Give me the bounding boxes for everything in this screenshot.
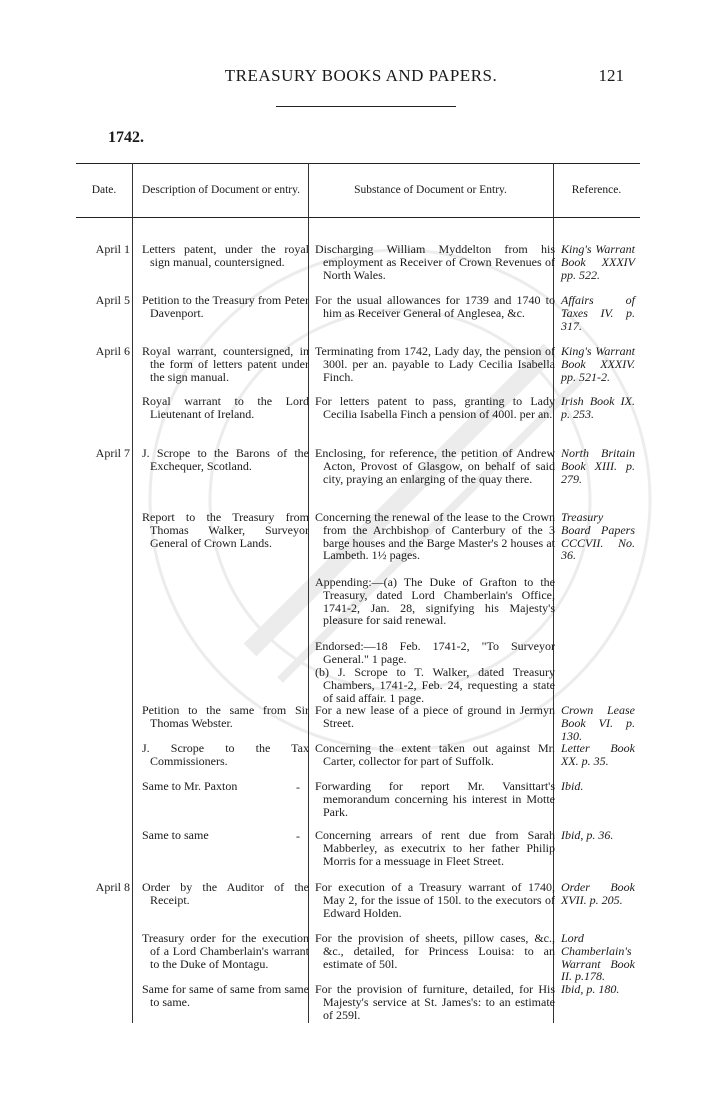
row-reference: Crown Lease Book VI. p. 130. bbox=[561, 703, 635, 743]
table-header-rule bbox=[76, 217, 640, 218]
row-date: April 6 bbox=[95, 344, 130, 358]
row-substance: Forwarding for report Mr. Vansittart's memorandum concerning his interest in Motte Park. bbox=[315, 779, 555, 819]
row-reference: Lord Chamberlain's Warrant Book II. p.178. bbox=[561, 931, 635, 984]
row-description: Same to Mr. Paxton bbox=[142, 779, 238, 793]
page-number: 121 bbox=[598, 66, 624, 85]
header-description: Description of Document or entry. bbox=[142, 183, 300, 196]
row-substance-endorsed: Endorsed:—18 Feb. 1741-2, "To Surveyor General." 1 page. bbox=[315, 639, 555, 666]
header-substance: Substance of Document or Entry. bbox=[354, 183, 507, 196]
row-description: Report to the Treasury from Thomas Walker, Surveyor General of Crown Lands. bbox=[142, 510, 309, 550]
row-reference: King's Warrant Book XXXIV. pp. 521-2. bbox=[561, 344, 635, 384]
row-description: Treasury order for the execution of a Lord Chamberlain's warrant to the Duke of Montagu. bbox=[142, 931, 309, 971]
row-substance: Terminating from 1742, Lady day, the pension of 300l. per an. payable to Lady Cecilia Isabella Finch. bbox=[315, 344, 555, 384]
row-substance: For the usual allowances for 1739 and 1740 to him as Receiver General of Anglesea, &c. bbox=[315, 293, 555, 320]
row-description: Order by the Auditor of the Receipt. bbox=[142, 880, 309, 907]
row-description: Petition to the Treasury from Peter Davenport. bbox=[142, 293, 309, 320]
leader-dash: - bbox=[296, 780, 300, 794]
row-description: Letters patent, under the royal sign manual, countersigned. bbox=[142, 242, 309, 269]
header-reference: Reference. bbox=[571, 183, 622, 196]
row-substance: Enclosing, for reference, the petition of Andrew Acton, Provost of Glasgow, on behalf of said city, praying an enlarging of the quay there. bbox=[315, 446, 555, 486]
row-substance-appending: Appending:—(a) The Duke of Grafton to the Treasury, dated Lord Chamberlain's Office, 1741-2, Jan. 28, signifying his Majesty's pleasure for said renewal. bbox=[315, 575, 555, 628]
row-substance: Concerning arrears of rent due from Sarah Mabberley, as executrix to her father Philip Morris for a messuage in Fleet Street. bbox=[315, 828, 555, 868]
row-date: April 5 bbox=[95, 293, 130, 307]
row-description: J. Scrope to the Barons of the Exchequer, Scotland. bbox=[142, 446, 309, 473]
row-substance: Concerning the renewal of the lease to the Crown from the Archbishop of Canterbury of the 3 barge houses and the Barge Master's 2 houses at Lambeth. 1½ pages. bbox=[315, 510, 555, 563]
row-date: April 8 bbox=[95, 880, 130, 894]
row-reference: Treasury Board Papers CCCVII. No. 36. bbox=[561, 510, 635, 563]
row-reference: Ibid, p. 180. bbox=[561, 982, 620, 996]
row-reference: King's Warrant Book XXXIV pp. 522. bbox=[561, 242, 635, 282]
row-reference: Ibid. bbox=[561, 779, 584, 793]
row-reference: Letter Book XX. p. 35. bbox=[561, 741, 635, 768]
row-date: April 7 bbox=[95, 446, 130, 460]
row-substance: For letters patent to pass, granting to Lady Cecilia Isabella Finch a pension of 400l. per an. bbox=[315, 394, 555, 421]
row-description: Same to same bbox=[142, 828, 209, 842]
row-description: J. Scrope to the Tax Commissioners. bbox=[142, 741, 309, 768]
row-substance: For the provision of furniture, detailed, for His Majesty's service at St. James's: to an estimate of 259l. bbox=[315, 982, 555, 1022]
row-substance: For execution of a Treasury warrant of 1740, May 2, for the issue of 150l. to the executors of Edward Holden. bbox=[315, 880, 555, 920]
row-description: Royal warrant, countersigned, in the form of letters patent under the sign manual. bbox=[142, 344, 309, 384]
title-divider bbox=[276, 106, 456, 107]
row-substance: Discharging William Myddelton from his employment as Receiver of Crown Revenues of North Wales. bbox=[315, 242, 555, 282]
leader-dash: - bbox=[296, 829, 300, 843]
row-reference: Affairs of Taxes IV. p. 317. bbox=[561, 293, 635, 333]
column-divider bbox=[132, 163, 133, 1023]
row-substance-b: (b) J. Scrope to T. Walker, dated Treasury Chambers, 1741-2, Feb. 24, requesting a state of said affair. 1 page. bbox=[315, 665, 555, 705]
row-substance: Concerning the extent taken out against Mr. Carter, collector for part of Suffolk. bbox=[315, 741, 555, 768]
row-date: April 1 bbox=[95, 242, 130, 256]
row-reference: Order Book XVII. p. 205. bbox=[561, 880, 635, 907]
row-substance: For a new lease of a piece of ground in Jermyn Street. bbox=[315, 703, 555, 730]
row-reference: Irish Book IX. p. 253. bbox=[561, 394, 635, 421]
row-reference: North Britain Book XIII. p. 279. bbox=[561, 446, 635, 486]
row-description: Royal warrant to the Lord Lieutenant of Ireland. bbox=[142, 394, 309, 421]
running-title: TREASURY BOOKS AND PAPERS. bbox=[224, 66, 498, 85]
row-description: Same for same of same from same to same. bbox=[142, 982, 309, 1009]
year-heading: 1742. bbox=[108, 129, 144, 146]
row-substance: For the provision of sheets, pillow cases, &c., &c., detailed, for Princess Louisa: to an estimate of 50l. bbox=[315, 931, 555, 971]
header-date: Date. bbox=[91, 183, 117, 196]
row-reference: Ibid, p. 36. bbox=[561, 828, 614, 842]
row-description: Petition to the same from Sir Thomas Webster. bbox=[142, 703, 309, 730]
